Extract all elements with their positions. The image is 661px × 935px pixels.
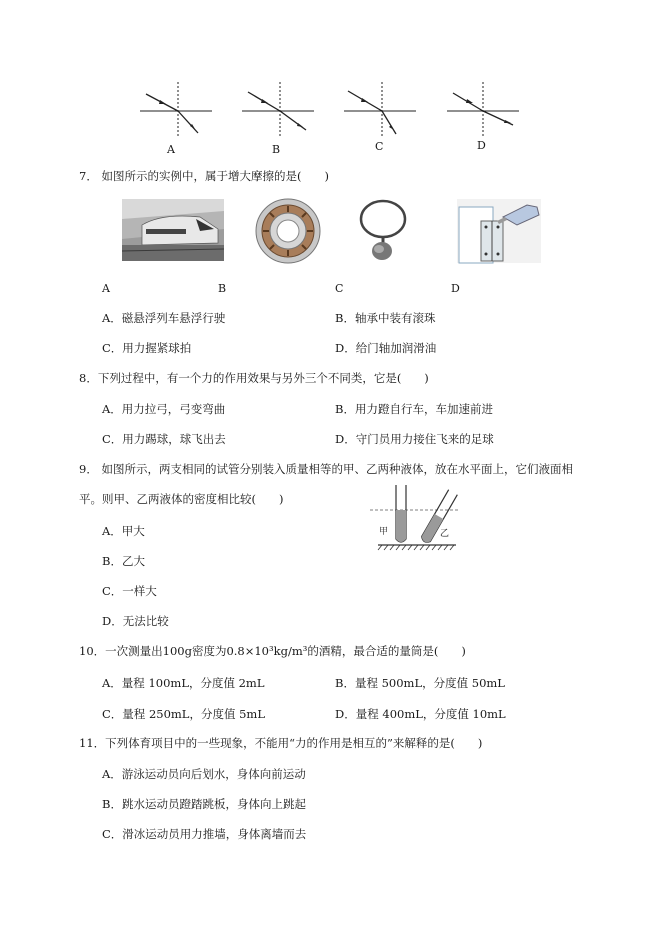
q7-image-label-d: D (451, 282, 460, 295)
q10-option-b: B．量程 500mL，分度值 50mL (335, 676, 505, 690)
refraction-diagram-c (344, 82, 424, 137)
q7-option-c: C．用力握紧球拍 (102, 341, 192, 355)
refraction-diagram-a (140, 82, 220, 137)
diagram-label-b: B (272, 143, 281, 156)
question-9-stem-line-1: 9． 如图所示，两支相同的试管分别装入质量相等的甲、乙两种液体，放在水平面上，它们液面相 (79, 462, 573, 476)
q8-option-b: B．用力蹬自行车，车加速前进 (335, 402, 493, 416)
tube-label-jia: 甲 (379, 527, 389, 537)
q10-option-c: C．量程 250mL，分度值 5mL (102, 707, 265, 721)
q10-option-a: A．量程 100mL，分度值 2mL (102, 676, 265, 690)
q7-image-label-a: A (102, 282, 110, 295)
diagram-label-a: A (167, 143, 175, 156)
q7-option-b: B．轴承中装有滚珠 (335, 311, 436, 325)
q8-option-c: C．用力踢球，球飞出去 (102, 432, 226, 446)
door-hinge-image (457, 199, 541, 263)
q7-image-label-c: C (335, 282, 344, 295)
q7-image-label-b: B (218, 282, 227, 295)
diagram-label-d: D (477, 139, 486, 152)
q8-option-d: D．守门员用力接住飞来的足球 (335, 432, 494, 446)
diagram-label-c: C (375, 140, 384, 153)
maglev-train-image (122, 199, 224, 261)
q9-option-a: A．甲大 (102, 524, 145, 538)
refraction-diagram-d (447, 82, 527, 137)
test-tubes-figure (370, 483, 460, 553)
q9-option-d: D．无法比较 (102, 614, 169, 628)
q11-option-c: C．滑冰运动员用力推墙，身体离墙而去 (102, 827, 307, 841)
question-11-stem: 11．下列体育项目中的一些现象，不能用“力的作用是相互的”来解释的是( ) (79, 736, 483, 750)
bearing-image (253, 198, 323, 264)
refraction-diagram-b (242, 82, 322, 137)
question-7-stem: 7． 如图所示的实例中，属于增大摩擦的是( ) (79, 169, 329, 183)
q10-option-d: D．量程 400mL，分度值 10mL (335, 707, 506, 721)
racket-image (355, 199, 411, 263)
q9-option-b: B．乙大 (102, 554, 145, 568)
q8-option-a: A．用力拉弓，弓变弯曲 (102, 402, 226, 416)
q9-option-c: C．一样大 (102, 584, 157, 598)
q11-option-a: A．游泳运动员向后划水，身体向前运动 (102, 767, 306, 781)
tube-label-yi: 乙 (440, 529, 450, 539)
question-8-stem: 8．下列过程中，有一个力的作用效果与另外三个不同类，它是( ) (79, 371, 429, 385)
q7-option-d: D．给门轴加润滑油 (335, 341, 437, 355)
question-10-stem: 10．一次测量出100g密度为0.8×10³kg/m³的酒精，最合适的量筒是( ) (79, 644, 466, 658)
q7-option-a: A．磁悬浮列车悬浮行驶 (102, 311, 226, 325)
q11-option-b: B．跳水运动员蹬踏跳板，身体向上跳起 (102, 797, 306, 811)
question-9-stem-line-2: 平。则甲、乙两液体的密度相比较( ) (79, 492, 284, 506)
